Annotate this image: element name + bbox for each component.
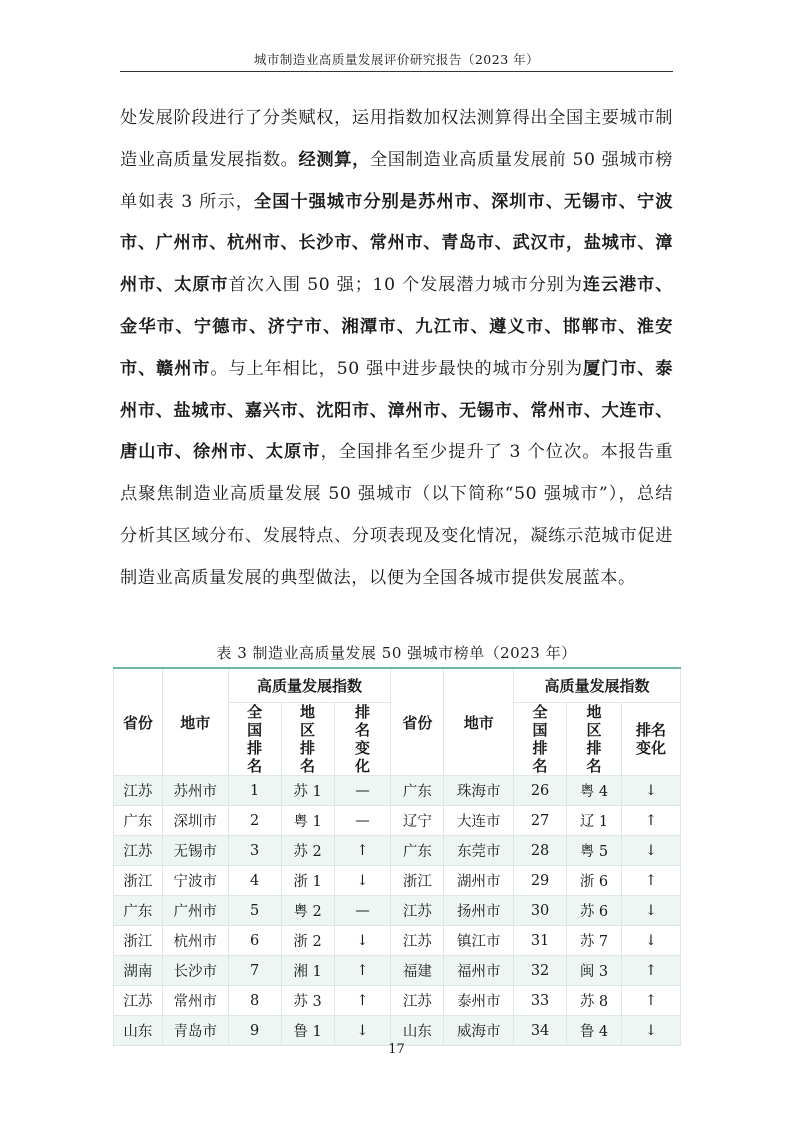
header-regional-rank-left: 地区排名 (281, 703, 334, 776)
ranking-table-body (114, 776, 681, 1046)
body-text-segment: ，全国排名至少提升了 3 个位次。本报告重点聚焦制造业高质量发展 50 强城市（以下简称“50 强城市”），总结分析其区域分布、发展特点、分项表现及变化情况，凝练示范城市促进制造业高质量发展的典型做法，以便为全国各城市提供发展蓝本。 (120, 442, 673, 588)
header-rule (120, 71, 673, 72)
province-cell: 浙江 (391, 866, 444, 896)
header-rank-change-right: 排名变化 (621, 703, 680, 776)
national-rank-cell: 9 (228, 1016, 281, 1046)
city-cell: 威海市 (444, 1016, 514, 1046)
rank-change-cell: ↑ (334, 836, 391, 866)
city-cell: 扬州市 (444, 896, 514, 926)
body-text-segment: 处发展阶段进行了分类赋权，运用指数加权法测算得出全国主要城市制造业高质量发展指数。 (120, 108, 673, 170)
body-text-segment: 。与上年相比，50 强中进步最快的城市分别为 (210, 358, 583, 379)
regional-rank-cell: 鲁 4 (567, 1016, 622, 1046)
regional-rank-cell: 浙 6 (567, 866, 622, 896)
city-cell: 无锡市 (162, 836, 228, 866)
header-city-right: 地市 (444, 668, 514, 776)
table-row (114, 1016, 681, 1046)
table-row (114, 866, 681, 896)
province-cell: 湖南 (114, 956, 163, 986)
national-rank-cell: 32 (514, 956, 567, 986)
regional-rank-cell: 苏 2 (281, 836, 334, 866)
province-cell: 江苏 (114, 836, 163, 866)
header-city-left: 地市 (162, 668, 228, 776)
national-rank-cell: 6 (228, 926, 281, 956)
rank-change-cell: — (334, 776, 391, 806)
rank-change-cell: ↓ (334, 866, 391, 896)
rank-change-cell: ↑ (621, 956, 680, 986)
province-cell: 广东 (391, 836, 444, 866)
rank-change-cell: ↓ (621, 926, 680, 956)
header-province-right: 省份 (391, 668, 444, 776)
city-cell: 广州市 (162, 896, 228, 926)
body-text-bold-segment: 连云港市、金华市、宁德市、济宁市、湘潭市、九江市、遵义市、邯郸市、淮安市、赣州市 (120, 275, 673, 379)
regional-rank-cell: 粤 2 (281, 896, 334, 926)
regional-rank-cell: 辽 1 (567, 806, 622, 836)
header-national-rank-right: 全国排名 (514, 703, 567, 776)
regional-rank-cell: 苏 7 (567, 926, 622, 956)
national-rank-cell: 4 (228, 866, 281, 896)
rank-change-cell: ↓ (334, 1016, 391, 1046)
regional-rank-cell: 粤 4 (567, 776, 622, 806)
table-row (114, 806, 681, 836)
province-cell: 浙江 (114, 866, 163, 896)
regional-rank-cell: 苏 1 (281, 776, 334, 806)
province-cell: 江苏 (391, 926, 444, 956)
national-rank-cell: 29 (514, 866, 567, 896)
rank-change-cell: ↑ (334, 986, 391, 1016)
rank-change-cell: ↑ (621, 806, 680, 836)
city-cell: 苏州市 (162, 776, 228, 806)
province-cell: 江苏 (114, 776, 163, 806)
table-row (114, 896, 681, 926)
table-caption: 表 3 制造业高质量发展 50 强城市榜单（2023 年） (216, 644, 577, 662)
header-regional-rank-right: 地区排名 (567, 703, 622, 776)
city-cell: 珠海市 (444, 776, 514, 806)
national-rank-cell: 1 (228, 776, 281, 806)
rank-change-cell: ↓ (621, 776, 680, 806)
regional-rank-cell: 粤 5 (567, 836, 622, 866)
national-rank-cell: 28 (514, 836, 567, 866)
province-cell: 辽宁 (391, 806, 444, 836)
province-cell: 广东 (114, 806, 163, 836)
regional-rank-cell: 苏 3 (281, 986, 334, 1016)
province-cell: 浙江 (114, 926, 163, 956)
page-number: 17 (388, 1042, 405, 1057)
national-rank-cell: 33 (514, 986, 567, 1016)
rank-change-cell: ↓ (621, 1016, 680, 1046)
national-rank-cell: 5 (228, 896, 281, 926)
national-rank-cell: 30 (514, 896, 567, 926)
province-cell: 江苏 (114, 986, 163, 1016)
body-text-segment: 全国制造业高质量发展前 50 强城市榜单如表 3 所示， (120, 149, 673, 212)
city-cell: 青岛市 (162, 1016, 228, 1046)
city-cell: 大连市 (444, 806, 514, 836)
rank-change-cell: ↑ (621, 866, 680, 896)
city-cell: 东莞市 (444, 836, 514, 866)
city-cell: 常州市 (162, 986, 228, 1016)
city-cell: 宁波市 (162, 866, 228, 896)
city-cell: 杭州市 (162, 926, 228, 956)
province-cell: 山东 (114, 1016, 163, 1046)
regional-rank-cell: 闽 3 (567, 956, 622, 986)
rank-change-cell: ↓ (334, 926, 391, 956)
body-paragraph (120, 98, 673, 600)
city-cell: 湖州市 (444, 866, 514, 896)
body-text-bold-segment: 厦门市、泰州市、盐城市、嘉兴市、沈阳市、漳州市、无锡市、常州市、大连市、唐山市、徐州市、太原市 (120, 358, 673, 463)
province-cell: 江苏 (391, 896, 444, 926)
table-row (114, 986, 681, 1016)
province-cell: 广东 (391, 776, 444, 806)
regional-rank-cell: 苏 6 (567, 896, 622, 926)
rank-change-cell: — (334, 806, 391, 836)
national-rank-cell: 26 (514, 776, 567, 806)
header-index-group-left: 高质量发展指数 (228, 668, 391, 703)
city-cell: 泰州市 (444, 986, 514, 1016)
city-cell: 福州市 (444, 956, 514, 986)
province-cell: 福建 (391, 956, 444, 986)
table-row (114, 956, 681, 986)
body-text-segment: 首次入围 50 强；10 个发展潜力城市分别为 (228, 275, 583, 296)
national-rank-cell: 3 (228, 836, 281, 866)
header-index-group-right: 高质量发展指数 (514, 668, 681, 703)
city-cell: 镇江市 (444, 926, 514, 956)
national-rank-cell: 27 (514, 806, 567, 836)
province-cell: 江苏 (391, 986, 444, 1016)
rank-change-cell: ↑ (334, 956, 391, 986)
national-rank-cell: 31 (514, 926, 567, 956)
rank-change-cell: — (334, 896, 391, 926)
province-cell: 广东 (114, 896, 163, 926)
national-rank-cell: 8 (228, 986, 281, 1016)
rank-change-cell: ↓ (621, 896, 680, 926)
ranking-table (113, 667, 681, 1046)
body-text-bold-segment: 经测算， (298, 149, 370, 170)
table-row (114, 836, 681, 866)
header-province-left: 省份 (114, 668, 163, 776)
regional-rank-cell: 苏 8 (567, 986, 622, 1016)
table-row (114, 926, 681, 956)
table-row (114, 776, 681, 806)
header-rank-change-left: 排名变化 (334, 703, 391, 776)
city-cell: 深圳市 (162, 806, 228, 836)
city-cell: 长沙市 (162, 956, 228, 986)
rank-change-cell: ↑ (621, 986, 680, 1016)
national-rank-cell: 34 (514, 1016, 567, 1046)
running-header: 城市制造业高质量发展评价研究报告（2023 年） (253, 52, 540, 67)
body-text-bold-segment: 全国十强城市分别是苏州市、深圳市、无锡市、宁波市、广州市、杭州市、长沙市、常州市、青岛市、武汉市，盐城市、漳州市、太原市 (120, 191, 673, 296)
rank-change-cell: ↓ (621, 836, 680, 866)
regional-rank-cell: 鲁 1 (281, 1016, 334, 1046)
national-rank-cell: 2 (228, 806, 281, 836)
regional-rank-cell: 湘 1 (281, 956, 334, 986)
province-cell: 山东 (391, 1016, 444, 1046)
regional-rank-cell: 粤 1 (281, 806, 334, 836)
national-rank-cell: 7 (228, 956, 281, 986)
regional-rank-cell: 浙 2 (281, 926, 334, 956)
header-national-rank-left: 全国排名 (228, 703, 281, 776)
regional-rank-cell: 浙 1 (281, 866, 334, 896)
